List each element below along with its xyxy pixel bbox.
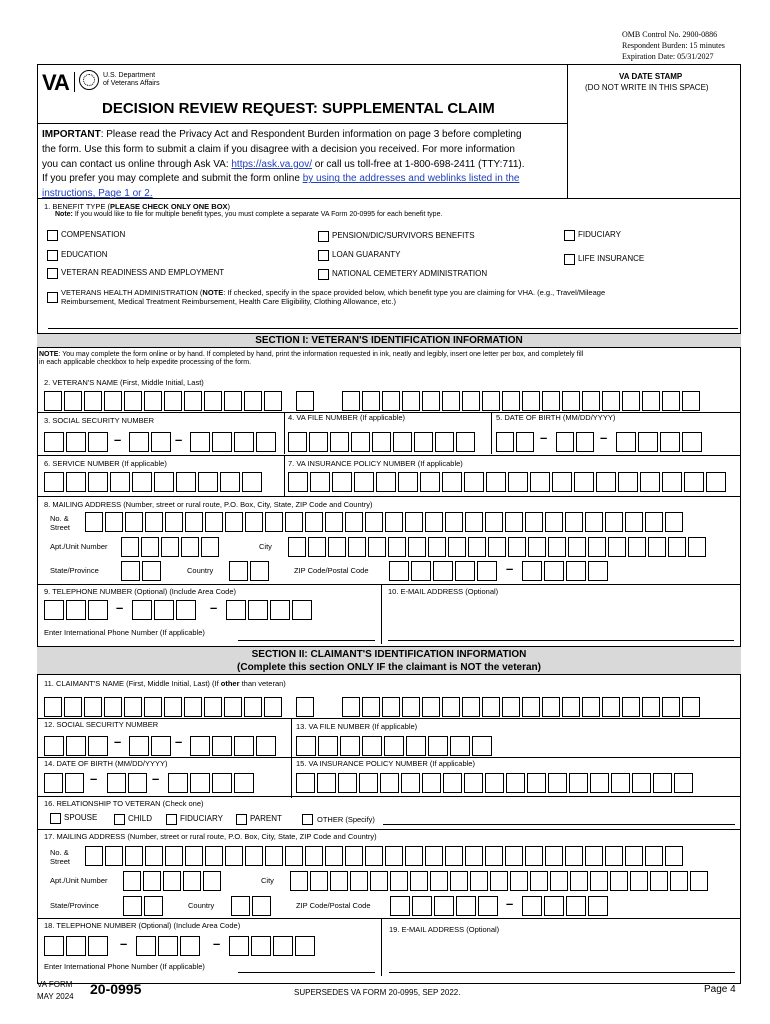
checkbox-education[interactable]: [47, 250, 58, 261]
checkbox-compensation[interactable]: [47, 230, 58, 241]
veteran-phone-line[interactable]: [226, 600, 314, 620]
important-label: IMPORTANT: [42, 129, 101, 140]
veteran-phone-area[interactable]: [44, 600, 110, 620]
claimant-intl-phone-line[interactable]: [238, 972, 375, 973]
form-title: DECISION REVIEW REQUEST: SUPPLEMENTAL CLAIM: [102, 100, 495, 117]
stamp-note: (DO NOT WRITE IN THIS SPACE): [585, 83, 709, 92]
claimant-intl-phone-label: Enter International Phone Number (If applicable): [44, 962, 205, 971]
field-18-label: 18. TELEPHONE NUMBER (Optional) (Include Area Code): [44, 921, 241, 930]
important-rule: [37, 198, 741, 199]
claimant-middle-initial-box[interactable]: [296, 697, 316, 717]
claimant-state-label: State/Province: [50, 901, 99, 910]
important-line2: the form. Use this form to submit a claim if you disagree with a decision you received. For more information: [42, 143, 515, 155]
city-label: City: [259, 542, 272, 551]
instructions-link-1[interactable]: by using the addresses and weblinks listed in the: [302, 173, 520, 185]
checkbox-rel-parent[interactable]: [236, 814, 247, 825]
country-label: Country: [187, 566, 214, 575]
veteran-phone-prefix[interactable]: [132, 600, 198, 620]
claimant-dob-year[interactable]: [168, 773, 256, 793]
field-16-label: 16. RELATIONSHIP TO VETERAN (Check one): [44, 799, 204, 808]
field-17-label: 17. MAILING ADDRESS (Number, street or rural route, P.O. Box, City, State, ZIP Code and Country): [44, 832, 377, 841]
claimant-email-line[interactable]: [389, 972, 735, 973]
veteran-va-file-number[interactable]: [288, 432, 477, 452]
footer-page: Page 4: [704, 984, 736, 995]
claimant-insurance-policy[interactable]: [296, 773, 695, 793]
label-education: EDUCATION: [61, 250, 108, 259]
important-line1: : Please read the Privacy Act and Respondent Burden information on page 3 before completing: [100, 129, 522, 140]
footer-supersedes: SUPERSEDES VA FORM 20-0995, SEP 2022.: [294, 988, 461, 997]
claimant-city-boxes[interactable]: [290, 871, 710, 891]
label-pension: PENSION/DIC/SURVIVORS BENEFITS: [332, 231, 475, 240]
ask-va-link[interactable]: https://ask.va.gov/: [231, 158, 312, 170]
claimant-phone-line[interactable]: [229, 936, 317, 956]
veteran-apt-boxes[interactable]: [121, 537, 221, 557]
veteran-ssn-part2[interactable]: [129, 432, 173, 452]
section1-note2: in each applicable checkbox to help expedite processing of the form.: [39, 359, 252, 366]
va-seal-icon: [79, 70, 99, 90]
claimant-ssn-part1[interactable]: [44, 736, 110, 756]
claimant-country-label: Country: [188, 901, 215, 910]
veteran-zip-ext-boxes[interactable]: [522, 561, 610, 581]
veteran-dob-month[interactable]: [496, 432, 536, 452]
checkbox-cemetery[interactable]: [318, 269, 329, 280]
section1-note1: NOTE: You may complete the form online or by hand. If completed by hand, print the information requested in ink, neatly and legibly, insert one letter per box, and completely fill: [39, 351, 584, 358]
field-4-label: 4. VA FILE NUMBER (If applicable): [288, 413, 405, 422]
checkbox-fiduciary[interactable]: [564, 230, 575, 241]
checkbox-rel-child[interactable]: [114, 814, 125, 825]
field-13-label: 13. VA FILE NUMBER (If applicable): [296, 722, 418, 731]
claimant-phone-area[interactable]: [44, 936, 110, 956]
claimant-apt-label: Apt./Unit Number: [50, 876, 108, 885]
section1-bar: SECTION I: VETERAN'S IDENTIFICATION INFORMATION: [37, 333, 741, 348]
va-logo: [42, 70, 184, 96]
no-street-label-2: Street: [50, 523, 71, 532]
checkbox-rel-other[interactable]: [302, 814, 313, 825]
field-10-label: 10. E-MAIL ADDRESS (Optional): [388, 587, 499, 596]
checkbox-life-insurance[interactable]: [564, 254, 575, 265]
claimant-street-boxes[interactable]: [85, 846, 685, 866]
va-logo-text: VA: [42, 70, 69, 95]
dept-line1: U.S. Department: [103, 72, 156, 79]
veteran-country-boxes[interactable]: [229, 561, 271, 581]
veteran-zip-boxes[interactable]: [389, 561, 499, 581]
field-3-label: 3. SOCIAL SECURITY NUMBER: [44, 416, 155, 425]
benefit-heading: 1. BENEFIT TYPE (PLEASE CHECK ONLY ONE BOX): [44, 202, 231, 211]
label-rel-fiduciary: FIDUCIARY: [180, 814, 223, 823]
label-rel-other: OTHER (Specify): [317, 815, 375, 824]
label-rel-child: CHILD: [128, 814, 153, 823]
checkbox-rel-fiduciary[interactable]: [166, 814, 177, 825]
vha-specify-line[interactable]: [48, 328, 738, 329]
label-loan: LOAN GUARANTY: [332, 250, 401, 259]
claimant-dob-month[interactable]: [44, 773, 86, 793]
claimant-apt-boxes[interactable]: [123, 871, 223, 891]
veteran-street-boxes[interactable]: [85, 512, 685, 532]
veteran-first-name-boxes[interactable]: [44, 391, 284, 411]
important-line3a: you can contact us online through Ask VA:: [42, 158, 232, 170]
benefit-note: Note: If you would like to file for multiple benefit types, you must complete a separate VA Form 20-0995 for each benefit type.: [55, 211, 443, 218]
field-7-label: 7. VA INSURANCE POLICY NUMBER (If applicable): [288, 459, 463, 468]
claimant-no-street-label-1: No. &: [50, 848, 69, 857]
important-line3b: or call us toll-free at 1-800-698-2411 (TTY:711).: [311, 158, 525, 170]
label-compensation: COMPENSATION: [61, 230, 126, 239]
field-8-label: 8. MAILING ADDRESS (Number, street or rural route, P.O. Box, City, State, ZIP Code and Country): [44, 500, 373, 509]
label-vre: VETERAN READINESS AND EMPLOYMENT: [61, 268, 225, 277]
claimant-phone-prefix[interactable]: [136, 936, 202, 956]
label-vha-line2: Reimbursement, Medical Treatment Reimbursement, Health Care Eligibility, Clothing Allowance, etc.): [61, 297, 396, 306]
label-rel-parent: PARENT: [250, 814, 282, 823]
checkbox-vha[interactable]: [47, 292, 58, 303]
checkbox-loan[interactable]: [318, 250, 329, 261]
checkbox-pension[interactable]: [318, 231, 329, 242]
title-rule: [37, 123, 568, 124]
veteran-intl-phone-line[interactable]: [238, 640, 375, 641]
claimant-state-boxes[interactable]: [123, 896, 165, 916]
claimant-zip-label: ZIP Code/Postal Code: [296, 901, 371, 910]
claimant-va-file-number[interactable]: [296, 736, 494, 756]
zip-label: ZIP Code/Postal Code: [294, 566, 369, 575]
veteran-email-line[interactable]: [388, 640, 734, 641]
footer-va-form: VA FORM: [37, 980, 73, 989]
stamp-divider: [567, 64, 568, 198]
claimant-zip-boxes[interactable]: [390, 896, 500, 916]
veteran-service-number[interactable]: [44, 472, 264, 492]
important-line4a: If you prefer you may complete and submit the form online: [42, 173, 303, 185]
section2-title: SECTION II: CLAIMANT'S IDENTIFICATION INFORMATION: [251, 649, 527, 660]
claimant-country-boxes[interactable]: [231, 896, 273, 916]
claimant-ssn-part2[interactable]: [129, 736, 173, 756]
omb-control: OMB Control No. 2900-0886: [622, 30, 718, 39]
field-19-label: 19. E-MAIL ADDRESS (Optional): [389, 925, 500, 934]
apt-label: Apt./Unit Number: [50, 542, 108, 551]
state-label: State/Province: [50, 566, 99, 575]
intl-phone-label: Enter International Phone Number (If applicable): [44, 628, 205, 637]
field-14-label: 14. DATE OF BIRTH (MM/DD/YYYY): [44, 759, 168, 768]
checkbox-vre[interactable]: [47, 268, 58, 279]
claimant-dob-day[interactable]: [107, 773, 149, 793]
dept-line2: of Veterans Affairs: [103, 80, 160, 87]
instructions-link-2[interactable]: instructions, Page 1 or 2.: [42, 188, 153, 200]
field-9-label: 9. TELEPHONE NUMBER (Optional) (Include Area Code): [44, 587, 237, 596]
field-12-label: 12. SOCIAL SECURITY NUMBER: [44, 720, 159, 729]
claimant-zip-ext-boxes[interactable]: [522, 896, 610, 916]
label-vha-line1: VETERANS HEALTH ADMINISTRATION (NOTE: If checked, specify in the space provided below, which benefit type you are claiming for VHA. (e.g., Travel/Mileage: [61, 288, 606, 297]
field-6-label: 6. SERVICE NUMBER (If applicable): [44, 459, 167, 468]
footer-date: MAY 2024: [37, 992, 74, 1001]
field-2-label: 2. VETERAN'S NAME (First, Middle Initial, Last): [44, 378, 204, 387]
veteran-ssn-part1[interactable]: [44, 432, 110, 452]
claimant-last-name-boxes[interactable]: [342, 697, 702, 717]
veteran-dob-day[interactable]: [556, 432, 596, 452]
claimant-city-label: City: [261, 876, 274, 885]
veteran-middle-initial-box[interactable]: [296, 391, 316, 411]
veteran-dob-year[interactable]: [616, 432, 704, 452]
label-cemetery: NATIONAL CEMETERY ADMINISTRATION: [332, 269, 488, 278]
no-street-label-1: No. &: [50, 514, 69, 523]
footer-form-number: 20-0995: [90, 981, 142, 997]
claimant-first-name-boxes[interactable]: [44, 697, 284, 717]
field-11-label: 11. CLAIMANT'S NAME (First, Middle Initial, Last) (If other than veteran): [44, 679, 286, 688]
veteran-ssn-part3[interactable]: [190, 432, 278, 452]
veteran-last-name-boxes[interactable]: [342, 391, 702, 411]
field-15-label: 15. VA INSURANCE POLICY NUMBER (If applicable): [296, 759, 475, 768]
omb-burden: Respondent Burden: 15 minutes: [622, 41, 725, 50]
rel-other-specify-line[interactable]: [383, 824, 735, 825]
label-life-insurance: LIFE INSURANCE: [578, 254, 645, 263]
important-block: [42, 128, 567, 202]
claimant-ssn-part3[interactable]: [190, 736, 278, 756]
stamp-title: VA DATE STAMP: [619, 72, 683, 81]
claimant-no-street-label-2: Street: [50, 857, 71, 866]
section2-bar: [37, 646, 741, 675]
veteran-city-boxes[interactable]: [288, 537, 708, 557]
field-5-label: 5. DATE OF BIRTH (MM/DD/YYYY): [496, 413, 616, 422]
label-fiduciary: FIDUCIARY: [578, 230, 621, 239]
section2-subtitle: (Complete this section ONLY IF the claimant is NOT the veteran): [237, 662, 541, 673]
veteran-insurance-policy[interactable]: [288, 472, 728, 492]
veteran-state-boxes[interactable]: [121, 561, 163, 581]
label-rel-spouse: SPOUSE: [64, 813, 98, 822]
checkbox-rel-spouse[interactable]: [50, 813, 61, 824]
omb-expiration: Expiration Date: 05/31/2027: [622, 52, 714, 61]
